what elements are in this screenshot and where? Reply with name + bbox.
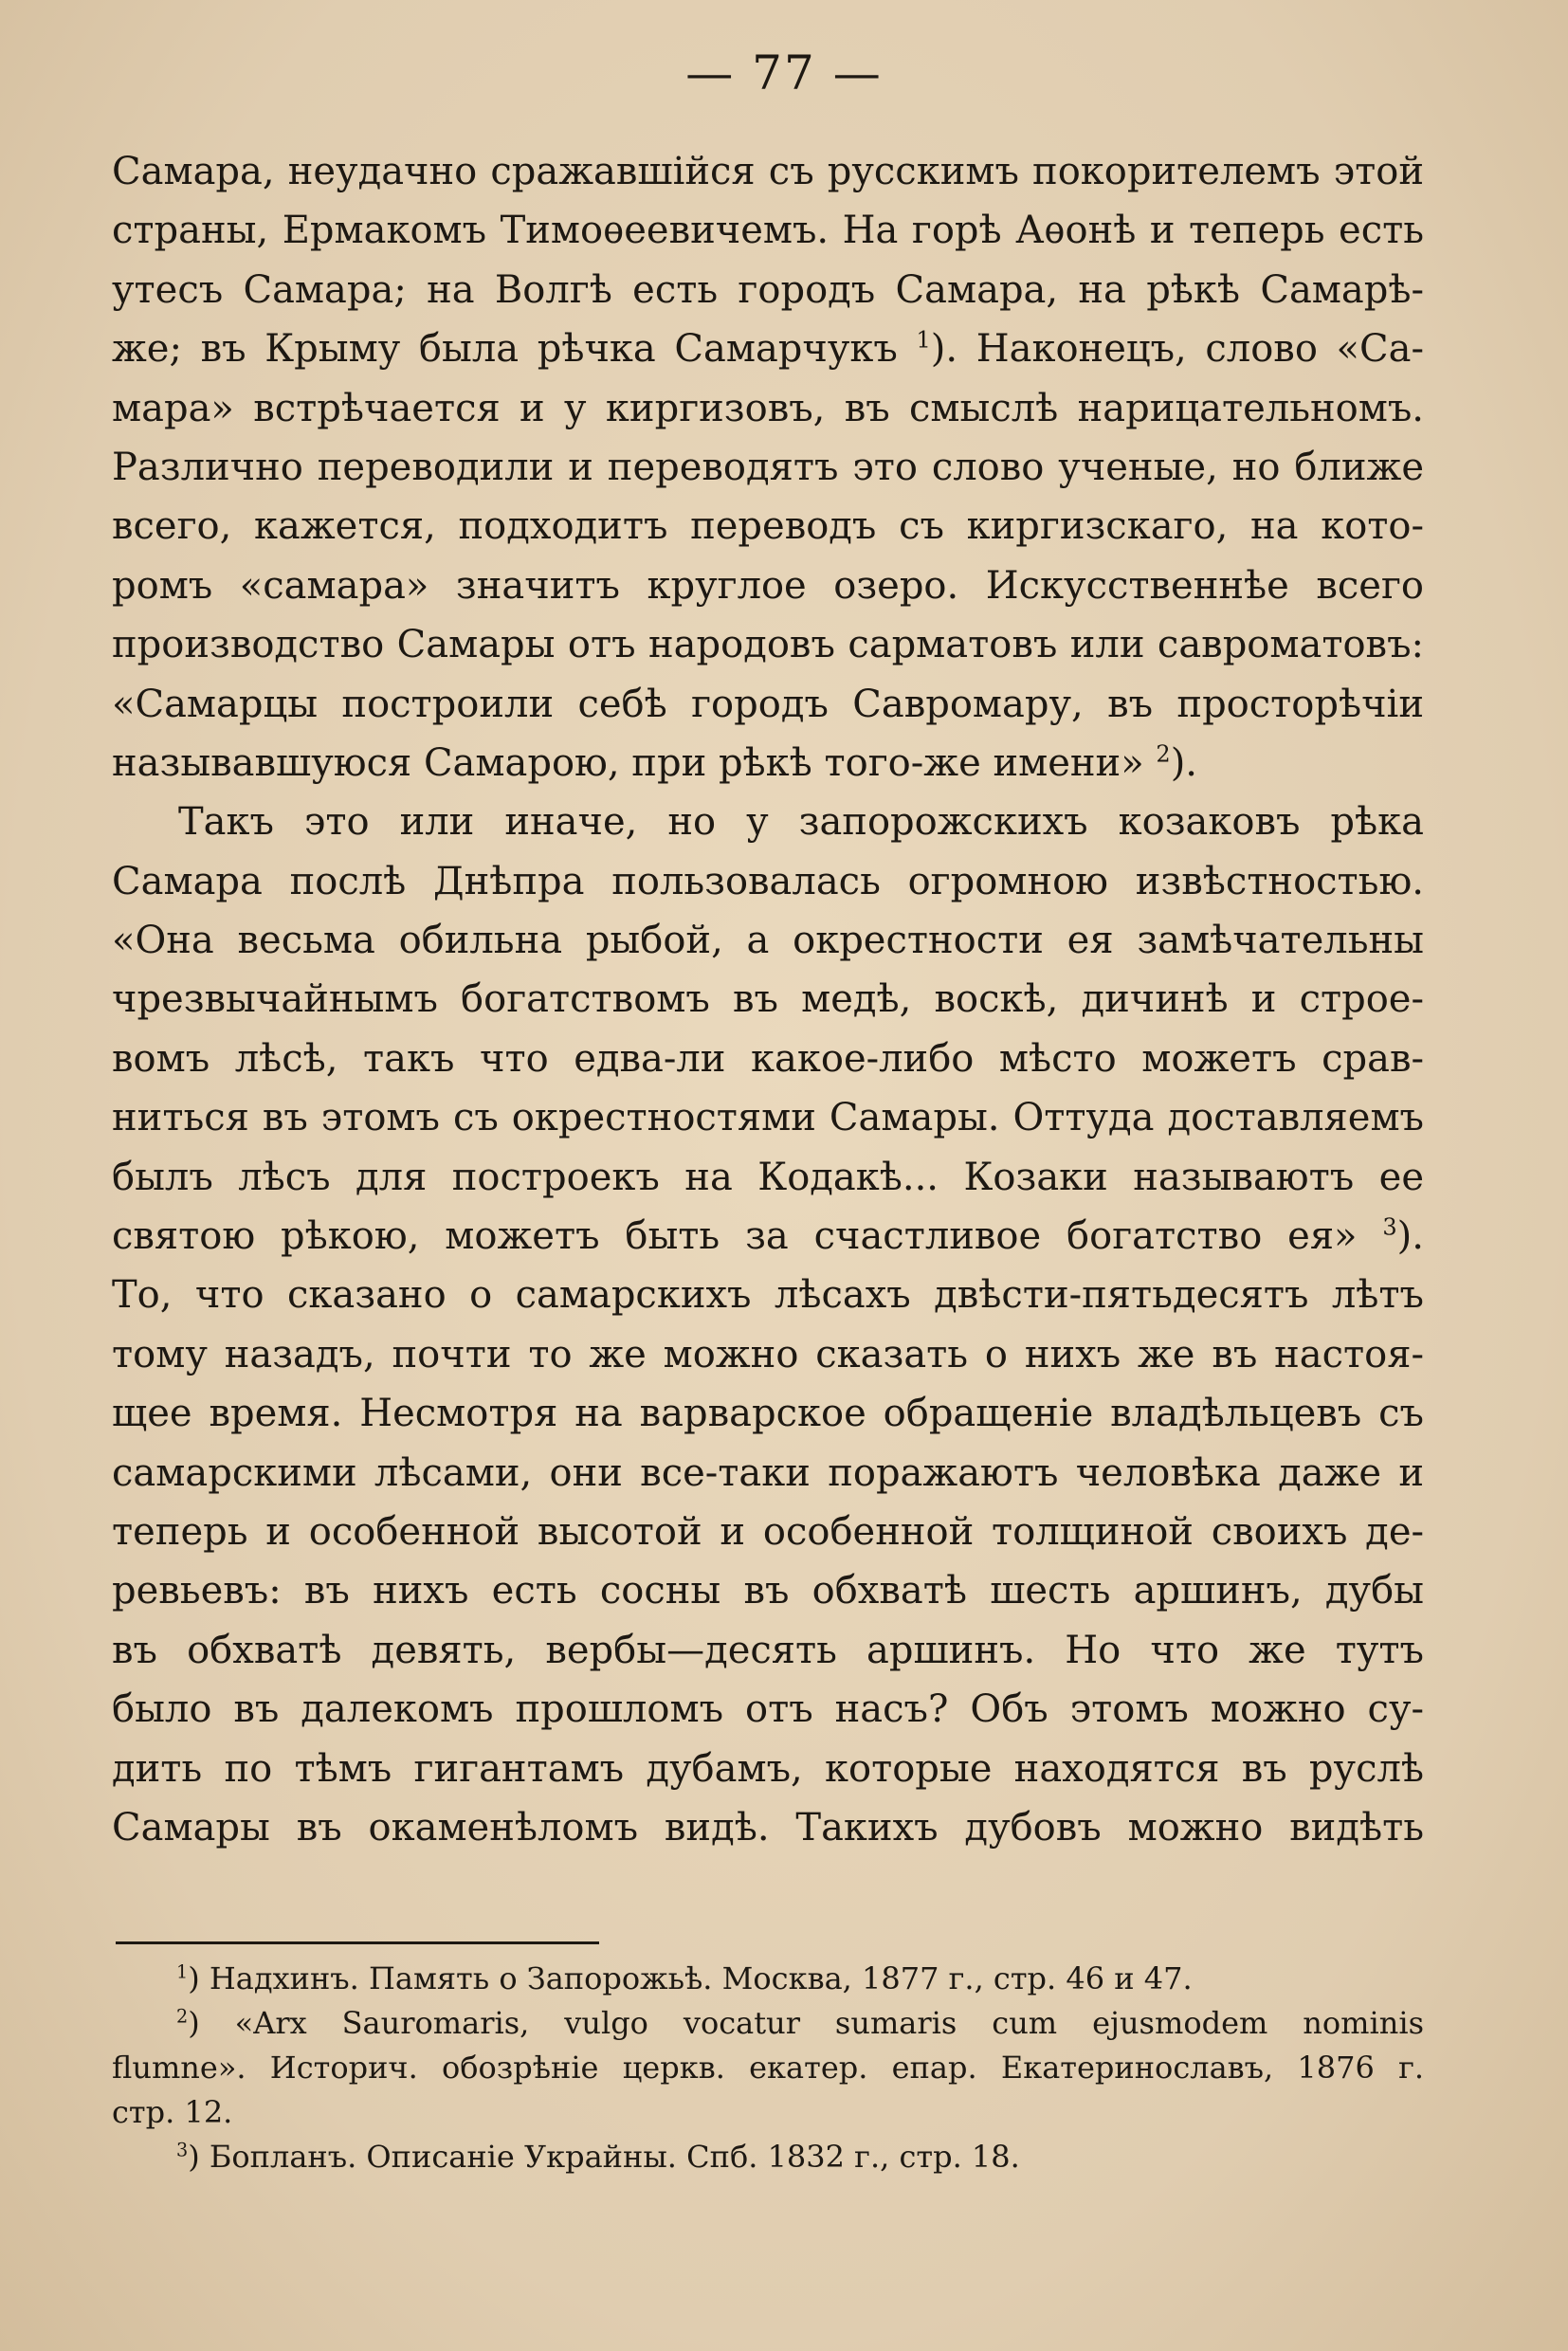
line-text: «Самарцы построили себѣ городъ Савромару, въ просторѣчіи (112, 682, 1424, 726)
line-text: Самара, неудачно сражавшійся съ русскимъ покорителемъ этой (112, 150, 1424, 193)
line-text: теперь и особенной высотой и особенной толщиной своихъ де- (112, 1509, 1424, 1554)
text-line (112, 970, 1424, 1029)
text-line (112, 497, 1424, 556)
text-line (112, 1503, 1424, 1561)
line-text: производство Самары отъ народовъ сарматовъ или савроматовъ: (112, 623, 1424, 667)
body-text (112, 142, 1424, 1857)
footnote-line (112, 2090, 1424, 2135)
line-text: Различно переводили и переводятъ это слово ученые, но ближе (112, 445, 1424, 489)
line-text: ниться въ этомъ съ окрестностями Самары. Оттуда доставляемъ (112, 1096, 1424, 1140)
footnote-reference: 3 (1382, 1213, 1397, 1241)
text-line (112, 911, 1424, 970)
footnote-line (112, 1957, 1424, 2001)
text-line (112, 1030, 1424, 1088)
text-line (112, 1384, 1424, 1443)
footnote-marker: 3 (176, 2139, 189, 2161)
line-text: вомъ лѣсѣ, такъ что едва-ли какое-либо мѣсто можетъ срав- (112, 1036, 1424, 1081)
text-line (112, 793, 1424, 851)
line-text: ) «Arx Sauromaris, vulgo vocatur sumaris cum ejusmodem nominis (188, 2005, 1424, 2041)
page-number: — 77 — (685, 46, 883, 100)
line-text: самарскими лѣсами, они все-таки поражаютъ человѣка даже и (112, 1450, 1424, 1495)
line-text: мара» встрѣчается и у киргизовъ, въ смыслѣ нарицательномъ. (112, 386, 1424, 430)
line-text: былъ лѣсъ для построекъ на Кодакѣ... Козаки называютъ ее (112, 1155, 1424, 1199)
line-text: То, что сказано о самарскихъ лѣсахъ двѣсти-пятьдесятъ лѣтъ (112, 1273, 1424, 1318)
text-line (112, 319, 1424, 378)
text-line (112, 1207, 1424, 1266)
text-line (112, 201, 1424, 260)
line-text: было въ далекомъ прошломъ отъ насъ? Объ этомъ можно су- (112, 1687, 1424, 1732)
line-text: «Она весьма обильна рыбой, а окрестности ея замѣчательны (112, 919, 1424, 963)
line-text: Самара послѣ Днѣпра пользовалась огромною извѣстностью. (112, 859, 1424, 903)
text-line (112, 1561, 1424, 1620)
line-text: щее время. Несмотря на варварское обращеніе владѣльцевъ съ (112, 1392, 1424, 1436)
footnote-reference: 2 (1156, 740, 1171, 768)
line-text: чрезвычайнымъ богатствомъ въ медѣ, воскѣ, дичинѣ и строе- (112, 977, 1424, 1022)
line-text: же; въ Крыму была рѣчка Самарчукъ (112, 327, 917, 372)
text-line (112, 1148, 1424, 1207)
line-text: стр. 12. (112, 2094, 233, 2130)
text-line (112, 734, 1424, 793)
footnote-line (112, 2046, 1424, 2090)
line-text: называвшуюся Самарою, при рѣкѣ того-же имени» (112, 740, 1157, 785)
line-text: ревьевъ: въ нихъ есть сосны въ обхватѣ шесть аршинъ, дубы (112, 1569, 1424, 1613)
text-line (112, 142, 1424, 201)
footnote-separator (116, 1941, 599, 1944)
footnote-reference: 1 (916, 326, 931, 354)
line-text: утесъ Самара; на Волгѣ есть городъ Самара, на рѣкѣ Самарѣ- (112, 267, 1424, 312)
text-line (112, 1740, 1424, 1798)
line-text-after: ). (1396, 1214, 1424, 1259)
line-text: въ обхватѣ девять, вербы—десять аршинъ. Но что же тутъ (112, 1628, 1424, 1672)
line-text: страны, Ермакомъ Тимоѳеевичемъ. На горѣ Аѳонѣ и теперь есть (112, 209, 1424, 253)
line-text: тому назадъ, почти то же можно сказать о нихъ же въ настоя- (112, 1332, 1424, 1376)
footnote-line (112, 2001, 1424, 2046)
line-text: ) Надхинъ. Память о Запорожьѣ. Москва, 1877 г., стр. 46 и 47. (188, 1960, 1193, 1996)
footnotes (112, 1957, 1424, 2179)
line-text: Самары въ окаменѣломъ видѣ. Такихъ дубовъ можно видѣть (112, 1805, 1424, 1850)
text-line (112, 1798, 1424, 1857)
line-text-after: ). Наконецъ, слово «Са- (930, 327, 1424, 372)
line-text: Такъ это или иначе, но у запорожскихъ козаковъ рѣка (178, 800, 1424, 845)
text-line (112, 379, 1424, 438)
text-line (112, 1680, 1424, 1739)
text-line (112, 675, 1424, 734)
line-text: всего, кажется, подходитъ переводъ съ киргизскаго, на кото- (112, 504, 1424, 549)
line-text: ) Бопланъ. Описаніе Украйны. Спб. 1832 г., стр. 18. (188, 2139, 1020, 2175)
text-line (112, 1621, 1424, 1680)
footnote-line (112, 2135, 1424, 2179)
text-line (112, 615, 1424, 674)
line-text: дить по тѣмъ гигантамъ дубамъ, которые находятся въ руслѣ (112, 1746, 1424, 1791)
text-line (112, 1325, 1424, 1384)
text-line (112, 1266, 1424, 1324)
text-line (112, 438, 1424, 497)
line-text: ромъ «самара» значитъ круглое озеро. Искусственнѣе всего (112, 563, 1424, 608)
line-text-after: ). (1170, 740, 1198, 785)
footnote-marker: 1 (176, 1960, 189, 1983)
line-text: святою рѣкою, можетъ быть за счастливое богатство ея» (112, 1214, 1383, 1259)
text-line (112, 261, 1424, 319)
text-line (112, 556, 1424, 615)
text-line (112, 852, 1424, 911)
text-line (112, 1088, 1424, 1147)
line-text: flumne». Историч. обозрѣніе церкв. екатер. епар. Екатеринославъ, 1876 г. (112, 2050, 1424, 2086)
text-line (112, 1444, 1424, 1503)
footnote-marker: 2 (176, 2005, 189, 2028)
